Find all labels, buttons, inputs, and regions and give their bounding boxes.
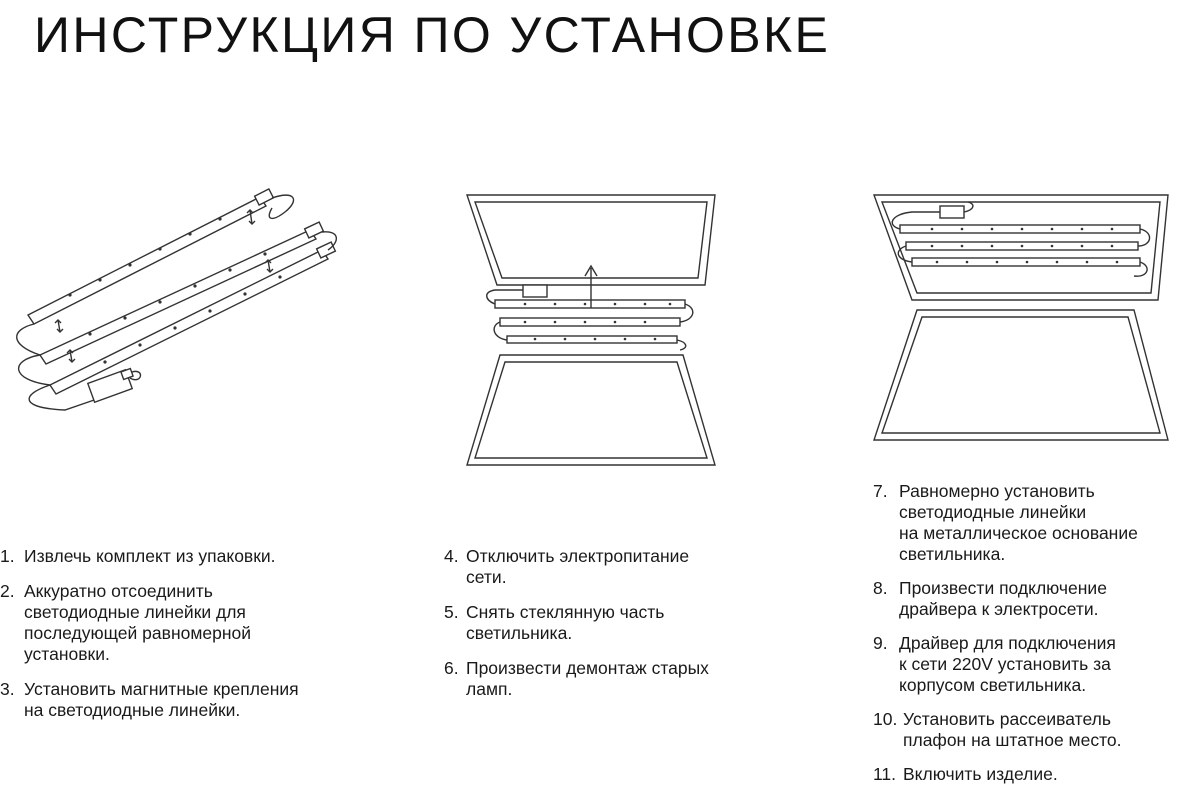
step-text: Извлечь комплект из упаковки. xyxy=(24,546,276,566)
luminaire-disassembly-icon xyxy=(465,190,725,470)
step-item xyxy=(0,679,410,721)
step-item xyxy=(873,633,1200,696)
steps-column-2 xyxy=(444,546,824,714)
step-number: 3. xyxy=(0,679,15,699)
step-number: 11. xyxy=(873,764,897,784)
step-text: Отключить электропитание сети. xyxy=(466,546,690,587)
step-text: Установить рассеиватель плафон на штатное место. xyxy=(903,709,1122,750)
step-text: Снять стеклянную часть светильника. xyxy=(466,602,665,643)
step-number: 6. xyxy=(444,658,459,678)
step-text: Равномерно установить светодиодные линейки на металлическое основание светильника. xyxy=(899,481,1138,564)
led-strips-mounted-in-luminaire-icon xyxy=(872,190,1172,450)
step-item xyxy=(0,546,410,567)
step-text: Произвести подключение драйвера к электросети. xyxy=(899,578,1107,619)
step-item xyxy=(873,709,1200,751)
step-number: 10. xyxy=(873,709,898,729)
step-text: Произвести демонтаж старых ламп. xyxy=(466,658,709,699)
step-text: Аккуратно отсоединить светодиодные линейки для последующей равномерной установки. xyxy=(24,581,252,664)
step-item xyxy=(873,764,1200,785)
step-number: 9. xyxy=(873,633,888,653)
step-number: 2. xyxy=(0,581,15,601)
step-number: 1. xyxy=(0,546,15,566)
step-item xyxy=(444,602,824,644)
led-strips-with-magnets-and-driver-icon xyxy=(10,180,350,430)
step-text: Драйвер для подключения к сети 220V установить за корпусом светильника. xyxy=(899,633,1116,695)
step-item xyxy=(444,546,824,588)
page-title: ИНСТРУКЦИЯ ПО УСТАНОВКЕ xyxy=(34,7,831,63)
step-item xyxy=(0,581,410,665)
step-number: 8. xyxy=(873,578,888,598)
step-item xyxy=(444,658,824,700)
step-number: 7. xyxy=(873,481,888,501)
step-number: 5. xyxy=(444,602,459,622)
steps-column-3 xyxy=(873,481,1200,798)
step-number: 4. xyxy=(444,546,459,566)
step-item xyxy=(873,578,1200,620)
step-text: Установить магнитные крепления на светодиодные линейки. xyxy=(24,679,299,720)
step-text: Включить изделие. xyxy=(903,764,1058,784)
step-item xyxy=(873,481,1200,565)
steps-column-1 xyxy=(0,546,410,735)
